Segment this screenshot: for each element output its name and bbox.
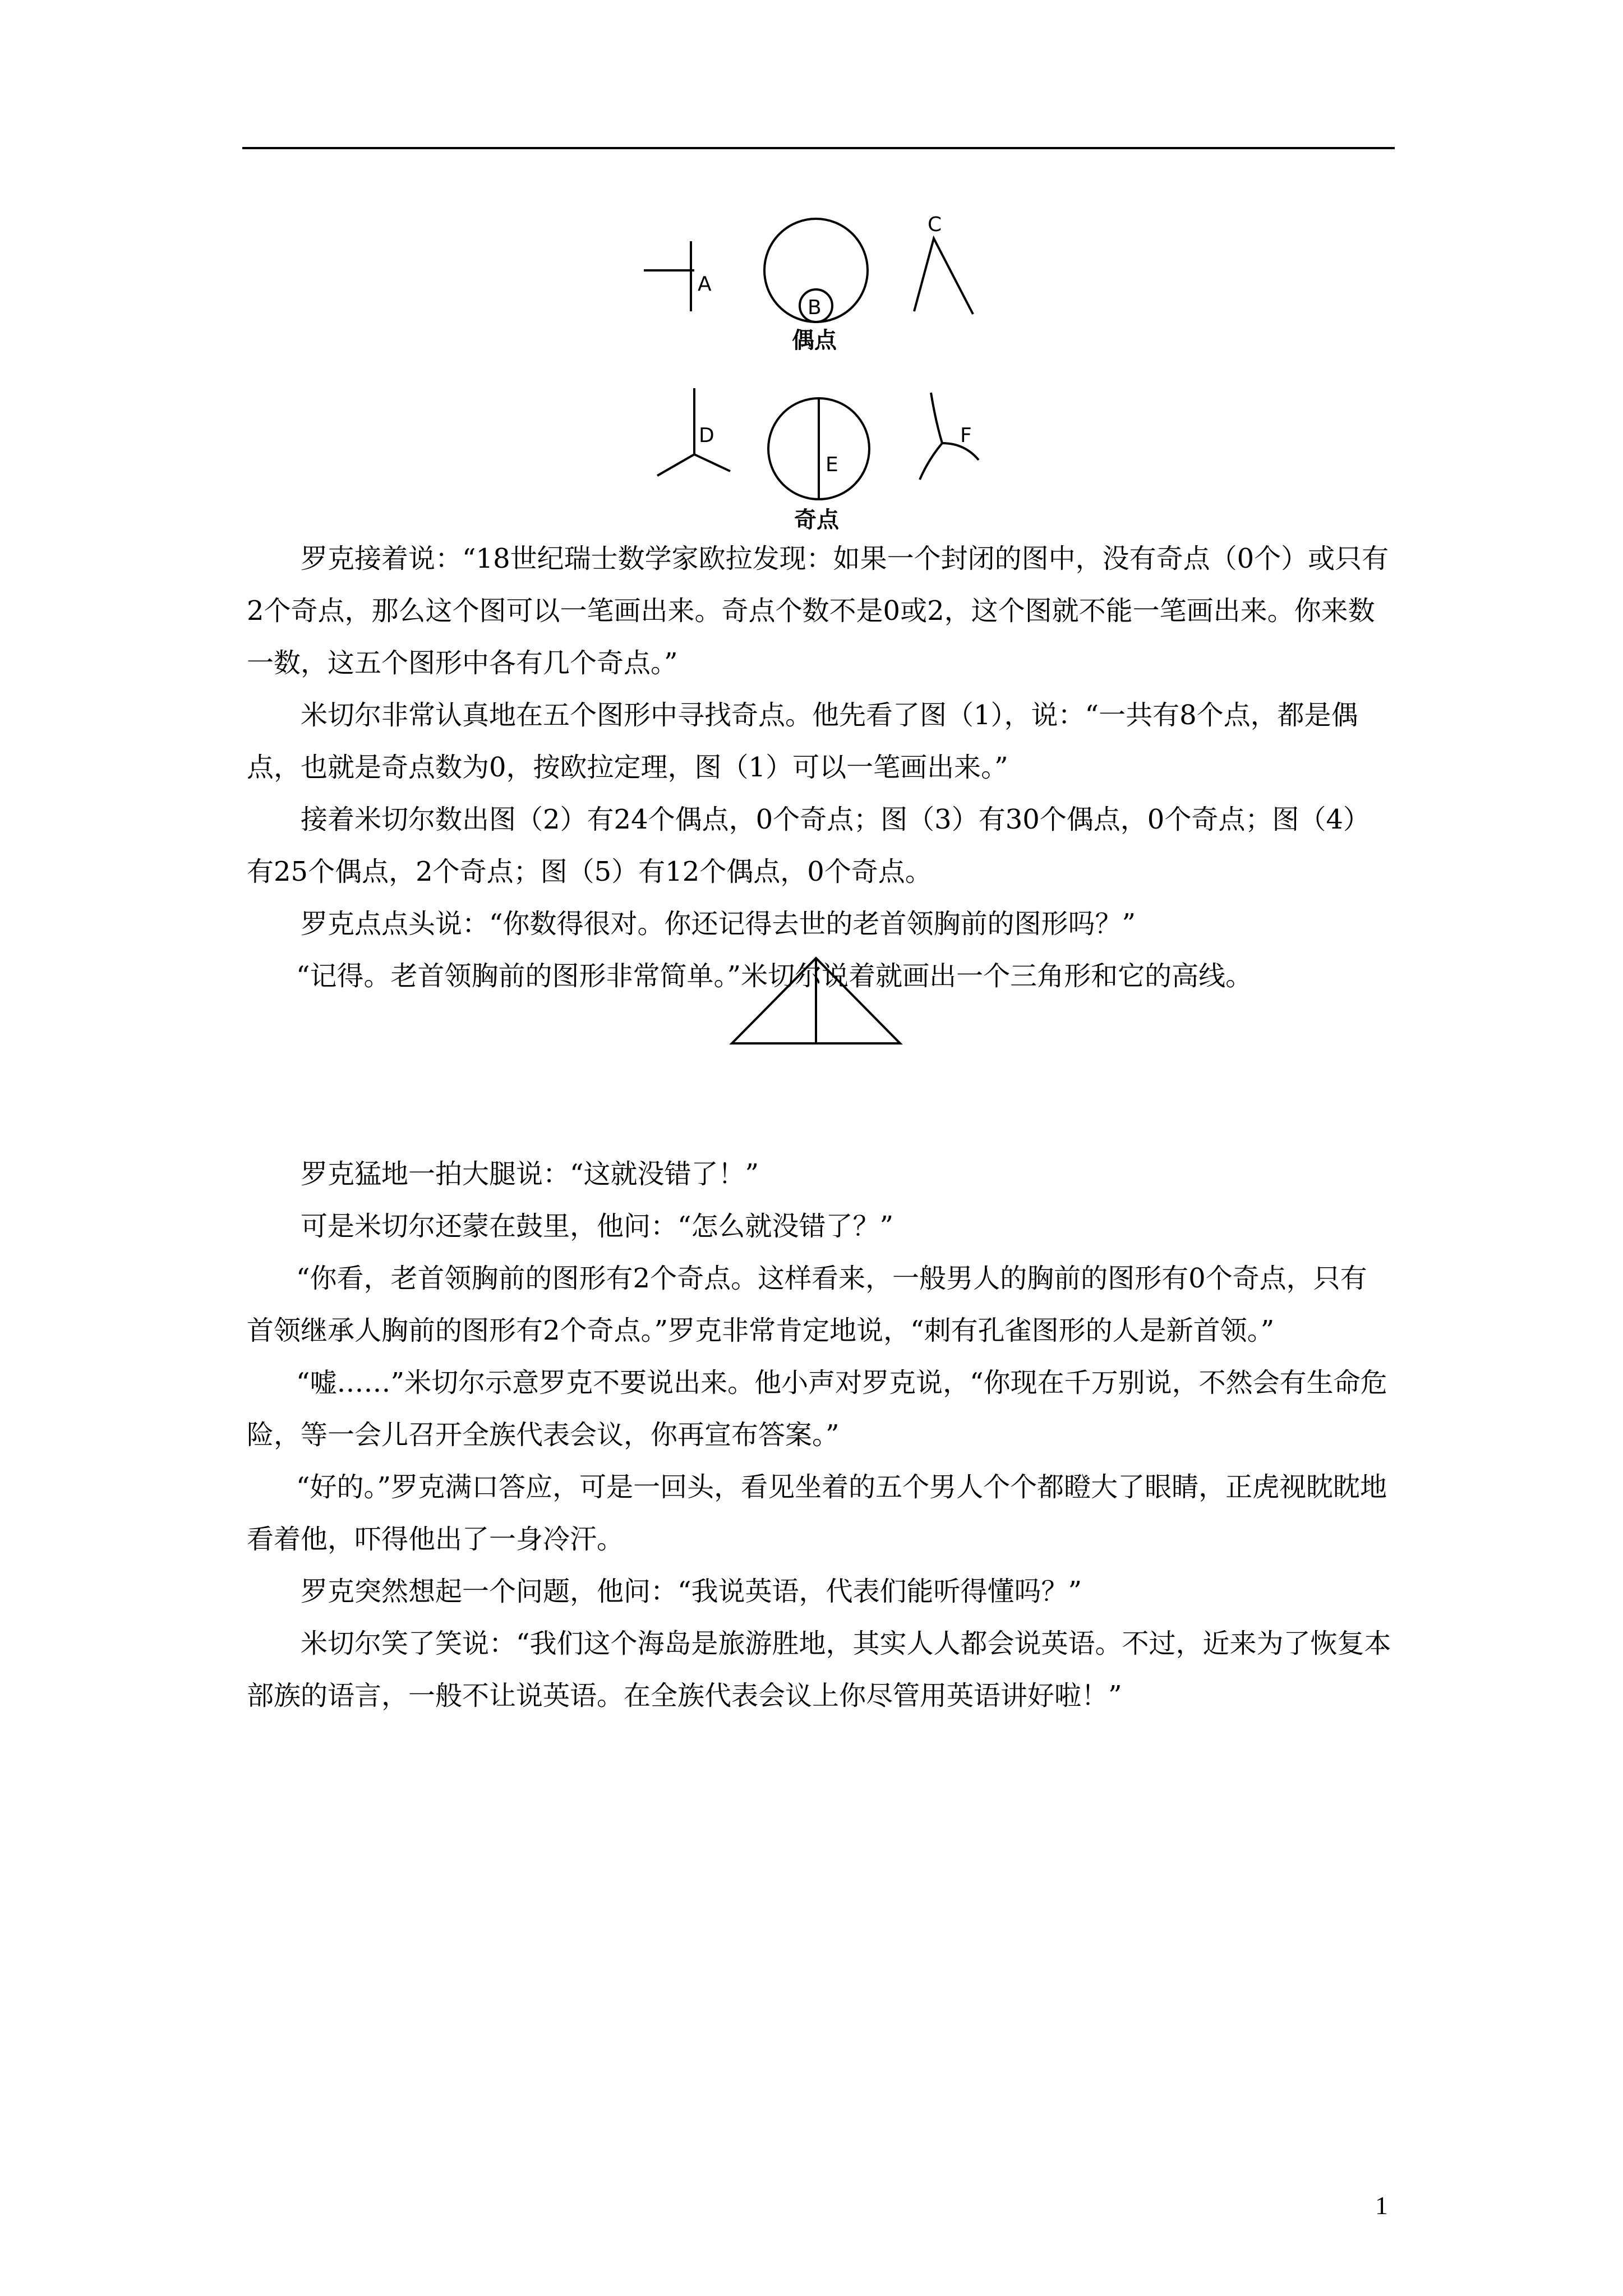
page-number: 1: [1375, 2191, 1388, 2220]
angle-shape: [914, 238, 973, 314]
label-e: E: [826, 453, 838, 476]
label-b: B: [808, 296, 822, 319]
paragraph: 罗克猛地一拍大腿说：“这就没错了！”: [301, 1158, 759, 1190]
header-rule: [242, 147, 1395, 149]
paragraph: 罗克突然想起一个问题，他问：“我说英语，代表们能听得懂吗？”: [301, 1576, 1082, 1607]
triangle-with-altitude-figure: [723, 954, 909, 1049]
paragraph: 接着米切尔数出图（2）有24个偶点，0个奇点；图（3）有30个偶点，0个奇点；图（4）有25个偶点，2个奇点；图（5）有12个偶点，0个奇点。: [247, 804, 1370, 887]
story-text: [247, 533, 1394, 1722]
paragraph: 可是米切尔还蒙在鼓里，他问：“怎么就没错了？”: [301, 1211, 894, 1242]
label-c: C: [928, 213, 942, 236]
cross-shape: [644, 241, 694, 311]
paragraph: “你看，老首领胸前的图形有2个奇点。这样看来，一般男人的胸前的图形有0个奇点，只有首领继承人胸前的图形有2个奇点。”罗克非常肯定地说，“刺有孔雀图形的人是新首领。”: [247, 1263, 1367, 1346]
paragraph: 米切尔笑了笑说：“我们这个海岛是旅游胜地，其实人人都会说英语。不过，近来为了恢复本部族的语言，一般不让说英语。在全族代表会议上你尽管用英语讲好啦！”: [247, 1628, 1391, 1711]
label-f: F: [960, 424, 972, 447]
three-way-junction-shape: [657, 388, 730, 476]
paragraph: 米切尔非常认真地在五个图形中寻找奇点。他先看了图（1），说：“一共有8个点，都是偶点，也就是奇点数为0，按欧拉定理，图（1）可以一笔画出来。”: [247, 700, 1358, 783]
paragraph: 罗克接着说：“18世纪瑞士数学家欧拉发现：如果一个封闭的图中，没有奇点（0个）或只有2个奇点，那么这个图可以一笔画出来。奇点个数不是0或2，这个图就不能一笔画出来。你来数一数，这五个图形中各有几个奇点。”: [247, 543, 1389, 679]
paragraph: “记得。老首领胸前的图形非常简单。”米切尔说着就画出一个三角形和它的高线。: [296, 960, 1253, 992]
paragraph: “好的。”罗克满口答应，可是一回头，看见坐着的五个男人个个都瞪大了眼睛，正虎视眈眈地看着他，吓得他出了一身冷汗。: [247, 1471, 1387, 1555]
paragraph: “嘘……”米切尔示意罗克不要说出来。他小声对罗克说，“你现在千万别说，不然会有生命危险，等一会儿召开全族代表会议，你再宣布答案。”: [247, 1367, 1387, 1451]
label-d: D: [699, 424, 714, 447]
even-odd-points-figure: [628, 208, 1009, 533]
caption-odd-points: 奇点: [794, 507, 839, 533]
paragraph: 罗克点点头说：“你数得很对。你还记得去世的老首领胸前的图形吗？”: [301, 908, 1136, 940]
caption-even-points: 偶点: [792, 328, 837, 353]
circle-with-diameter-shape: [768, 398, 869, 499]
label-a: A: [698, 273, 712, 296]
